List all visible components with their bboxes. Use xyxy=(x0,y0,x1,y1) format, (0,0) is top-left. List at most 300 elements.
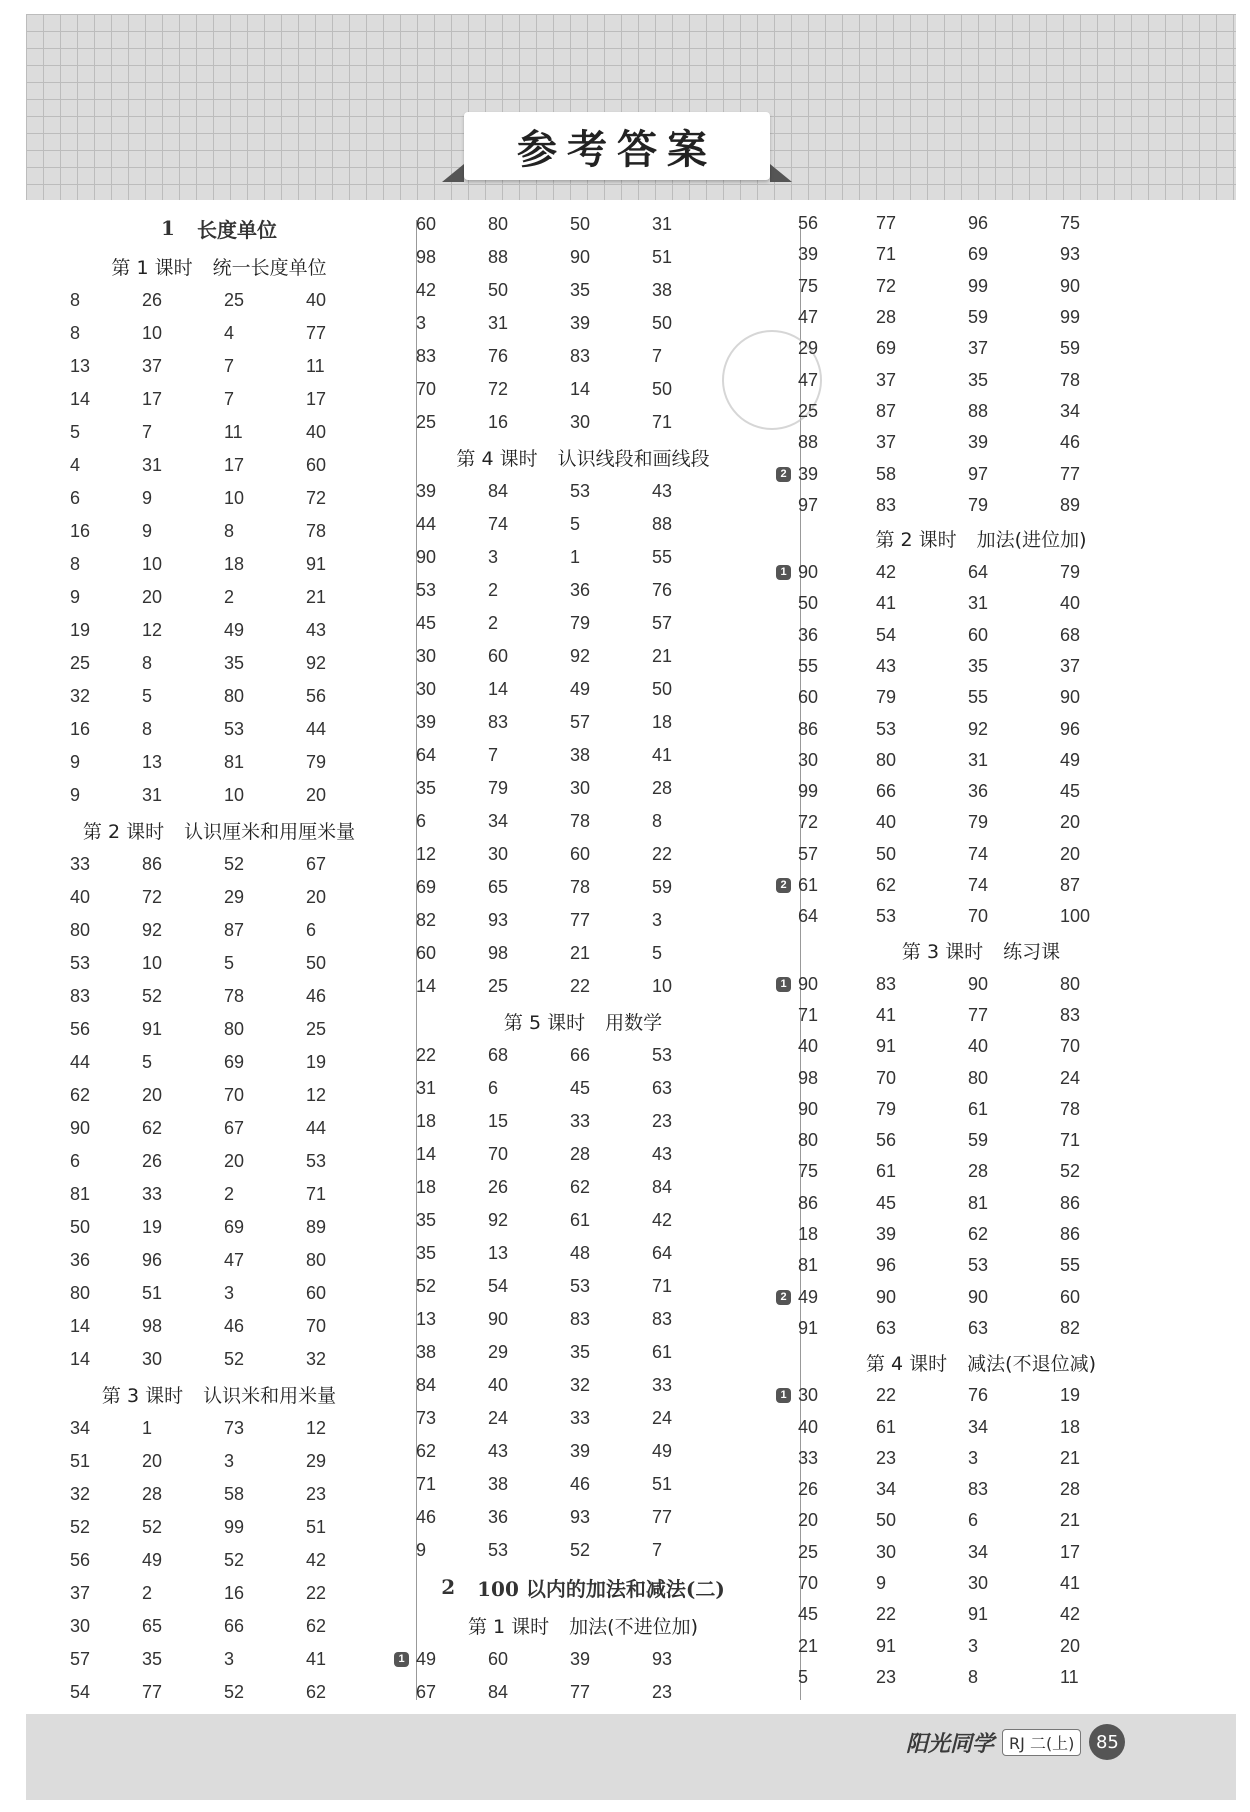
answer-value: 38 xyxy=(416,1342,437,1362)
answer-row xyxy=(394,871,772,904)
answer-value: 22 xyxy=(306,1583,327,1603)
answer-row xyxy=(48,1112,390,1145)
answer-value: 43 xyxy=(652,481,673,501)
answer-row xyxy=(48,1277,390,1310)
answer-value: 14 xyxy=(70,1316,91,1336)
answer-value: 78 xyxy=(570,877,591,897)
answer-value: 60 xyxy=(488,646,509,666)
answer-value: 79 xyxy=(570,613,591,633)
answer-value: 13 xyxy=(416,1309,437,1329)
answer-value: 90 xyxy=(798,1098,819,1119)
answer-value: 92 xyxy=(570,646,591,666)
answer-row xyxy=(48,515,390,548)
answer-value: 10 xyxy=(652,976,673,996)
answer-value: 56 xyxy=(70,1019,91,1039)
answer-value: 98 xyxy=(488,943,509,963)
answer-value: 29 xyxy=(798,338,819,359)
lesson-heading xyxy=(48,1376,390,1412)
answer-value: 23 xyxy=(652,1682,673,1702)
answer-row xyxy=(394,937,772,970)
answer-value: 5 xyxy=(652,943,663,963)
answer-value: 87 xyxy=(876,400,897,421)
answer-row xyxy=(776,1599,1186,1630)
answer-value: 70 xyxy=(224,1085,245,1105)
answer-value: 6 xyxy=(306,920,317,940)
answer-row xyxy=(394,208,772,241)
answer-value: 67 xyxy=(224,1118,245,1138)
answer-row xyxy=(776,427,1186,458)
answer-value: 51 xyxy=(652,247,673,267)
answer-value: 62 xyxy=(570,1177,591,1197)
answer-value: 44 xyxy=(306,1118,327,1138)
answer-value: 62 xyxy=(306,1616,327,1636)
answer-row xyxy=(48,548,390,581)
answer-value: 8 xyxy=(142,653,153,673)
answer-value: 13 xyxy=(142,752,163,772)
answer-row xyxy=(48,647,390,680)
answer-value: 53 xyxy=(876,906,897,927)
answer-value: 8 xyxy=(968,1666,979,1687)
answer-value: 53 xyxy=(306,1151,327,1171)
answer-value: 42 xyxy=(306,1550,327,1570)
answer-value: 30 xyxy=(570,412,591,432)
answer-value: 9 xyxy=(876,1573,887,1594)
answer-value: 77 xyxy=(652,1507,673,1527)
answer-row xyxy=(776,901,1186,932)
answer-value: 35 xyxy=(416,1243,437,1263)
answer-value: 7 xyxy=(142,422,153,442)
answer-value: 16 xyxy=(488,412,509,432)
question-marker xyxy=(776,1290,798,1305)
answer-row xyxy=(48,914,390,947)
answer-value: 54 xyxy=(876,624,897,645)
answer-value: 80 xyxy=(876,749,897,770)
answer-row xyxy=(394,340,772,373)
answer-value: 33 xyxy=(70,854,91,874)
answer-value: 55 xyxy=(1060,1255,1081,1276)
answer-value: 37 xyxy=(876,432,897,453)
answer-value: 82 xyxy=(1060,1317,1081,1338)
answer-value: 62 xyxy=(416,1441,437,1461)
answer-row xyxy=(776,776,1186,807)
answer-row xyxy=(776,1313,1186,1344)
answer-value: 97 xyxy=(968,463,989,484)
answer-value: 17 xyxy=(306,389,327,409)
answer-value: 22 xyxy=(876,1385,897,1406)
answer-value: 30 xyxy=(70,1616,91,1636)
answer-value: 66 xyxy=(570,1045,591,1065)
answer-row xyxy=(394,574,772,607)
answer-value: 72 xyxy=(798,812,819,833)
answer-value: 18 xyxy=(652,712,673,732)
unit-heading xyxy=(394,1567,772,1607)
answer-value: 52 xyxy=(70,1517,91,1537)
answer-value: 53 xyxy=(224,719,245,739)
answer-row xyxy=(394,1204,772,1237)
answer-value: 30 xyxy=(968,1573,989,1594)
answer-value: 71 xyxy=(652,412,673,432)
answer-value: 62 xyxy=(876,875,897,896)
answer-value: 3 xyxy=(488,547,499,567)
answer-value: 64 xyxy=(652,1243,673,1263)
answer-value: 96 xyxy=(1060,718,1081,739)
answer-value: 50 xyxy=(570,214,591,234)
answer-value: 77 xyxy=(570,910,591,930)
answer-value: 5 xyxy=(798,1666,809,1687)
answer-value: 57 xyxy=(570,712,591,732)
answer-value: 20 xyxy=(142,1085,163,1105)
answer-value: 63 xyxy=(652,1078,673,1098)
answer-value: 96 xyxy=(142,1250,163,1270)
answer-value: 26 xyxy=(142,1151,163,1171)
answer-value: 79 xyxy=(876,1098,897,1119)
answer-row xyxy=(48,581,390,614)
answer-value: 60 xyxy=(416,943,437,963)
answer-value: 23 xyxy=(652,1111,673,1131)
footer-brand xyxy=(906,1724,1125,1760)
answer-value: 24 xyxy=(1060,1067,1081,1088)
answer-value: 30 xyxy=(142,1349,163,1369)
answer-value: 48 xyxy=(570,1243,591,1263)
answer-value: 22 xyxy=(416,1045,437,1065)
answer-value: 7 xyxy=(224,356,235,376)
question-number-badge: 2 xyxy=(776,878,791,893)
answer-value: 9 xyxy=(70,785,81,805)
answer-value: 4 xyxy=(224,323,235,343)
answer-value: 79 xyxy=(488,778,509,798)
answer-value: 36 xyxy=(70,1250,91,1270)
answer-value: 60 xyxy=(968,624,989,645)
answer-value: 83 xyxy=(570,346,591,366)
answer-column-1 xyxy=(48,208,390,1709)
answer-value: 52 xyxy=(142,1517,163,1537)
answer-value: 52 xyxy=(224,1349,245,1369)
question-number-badge: 2 xyxy=(776,1290,791,1305)
answer-value: 79 xyxy=(968,812,989,833)
answer-value: 78 xyxy=(224,986,245,1006)
answer-value: 47 xyxy=(798,369,819,390)
answer-value: 12 xyxy=(416,844,437,864)
answer-value: 38 xyxy=(488,1474,509,1494)
answer-value: 34 xyxy=(876,1479,897,1500)
answer-value: 40 xyxy=(968,1036,989,1057)
answer-value: 61 xyxy=(876,1416,897,1437)
lesson-title: 加法(不进位加) xyxy=(569,1615,698,1638)
answer-value: 87 xyxy=(1060,875,1081,896)
answer-row xyxy=(776,807,1186,838)
answer-value: 3 xyxy=(968,1447,979,1468)
answer-row xyxy=(48,482,390,515)
answer-value: 84 xyxy=(488,481,509,501)
answer-value: 50 xyxy=(652,313,673,333)
answer-value: 91 xyxy=(306,554,327,574)
answer-row xyxy=(394,673,772,706)
answer-row xyxy=(394,1039,772,1072)
answer-value: 21 xyxy=(1060,1510,1081,1531)
answer-value: 77 xyxy=(306,323,327,343)
answer-value: 52 xyxy=(224,1682,245,1702)
answer-value: 77 xyxy=(570,1682,591,1702)
answer-value: 42 xyxy=(876,562,897,583)
answer-value: 92 xyxy=(488,1210,509,1230)
answer-value: 45 xyxy=(876,1192,897,1213)
answer-value: 41 xyxy=(652,745,673,765)
answer-row xyxy=(394,475,772,508)
answer-row xyxy=(776,969,1186,1000)
answer-value: 19 xyxy=(142,1217,163,1237)
answer-row xyxy=(48,713,390,746)
answer-row xyxy=(48,1046,390,1079)
answer-row xyxy=(776,713,1186,744)
answer-value: 5 xyxy=(142,1052,153,1072)
answer-value: 81 xyxy=(968,1192,989,1213)
lesson-heading xyxy=(776,933,1186,969)
answer-value: 49 xyxy=(798,1286,819,1307)
answer-row xyxy=(776,620,1186,651)
answer-row xyxy=(776,1062,1186,1093)
brand-logo: 阳光同学 xyxy=(906,1731,995,1757)
answer-value: 80 xyxy=(488,214,509,234)
answer-value: 14 xyxy=(416,1144,437,1164)
answer-value: 74 xyxy=(968,875,989,896)
answer-row xyxy=(776,1662,1186,1693)
answer-row xyxy=(394,373,772,406)
answer-row xyxy=(394,1501,772,1534)
answer-row xyxy=(48,1610,390,1643)
answer-value: 25 xyxy=(488,976,509,996)
answer-value: 38 xyxy=(570,745,591,765)
answer-value: 73 xyxy=(224,1418,245,1438)
answer-row xyxy=(48,1511,390,1544)
answer-value: 1 xyxy=(570,547,581,567)
answer-value: 78 xyxy=(570,811,591,831)
answer-row xyxy=(394,1303,772,1336)
answer-value: 79 xyxy=(876,687,897,708)
answer-value: 59 xyxy=(1060,338,1081,359)
answer-value: 96 xyxy=(968,213,989,234)
answer-value: 69 xyxy=(224,1052,245,1072)
page-number: 85 xyxy=(1089,1724,1125,1760)
answer-row xyxy=(48,1178,390,1211)
answer-row xyxy=(48,848,390,881)
answer-value: 83 xyxy=(876,973,897,994)
answer-value: 30 xyxy=(798,749,819,770)
answer-value: 80 xyxy=(70,920,91,940)
answer-value: 65 xyxy=(142,1616,163,1636)
answer-value: 19 xyxy=(70,620,91,640)
answer-value: 22 xyxy=(570,976,591,996)
answer-row xyxy=(776,271,1186,302)
answer-row xyxy=(776,745,1186,776)
answer-value: 12 xyxy=(306,1085,327,1105)
lesson-label: 第 3 课时 xyxy=(901,941,984,964)
answer-value: 54 xyxy=(488,1276,509,1296)
answer-value: 32 xyxy=(306,1349,327,1369)
answer-value: 10 xyxy=(142,953,163,973)
answer-value: 73 xyxy=(416,1408,437,1428)
answer-value: 90 xyxy=(70,1118,91,1138)
answer-value: 58 xyxy=(224,1484,245,1504)
answer-value: 2 xyxy=(224,587,235,607)
answer-value: 8 xyxy=(224,521,235,541)
answer-value: 43 xyxy=(488,1441,509,1461)
answer-value: 43 xyxy=(876,656,897,676)
answer-value: 40 xyxy=(70,887,91,907)
answer-row xyxy=(48,416,390,449)
question-number-badge: 1 xyxy=(776,565,791,580)
answer-value: 62 xyxy=(968,1224,989,1245)
answer-value: 92 xyxy=(142,920,163,940)
unit-title: 100 以内的加法和减法(二) xyxy=(477,1576,725,1601)
answer-value: 60 xyxy=(416,214,437,234)
answer-row xyxy=(48,779,390,812)
answer-value: 20 xyxy=(1060,843,1081,864)
answer-value: 2 xyxy=(488,580,499,600)
answer-value: 40 xyxy=(1060,593,1081,614)
lesson-label: 第 2 课时 xyxy=(82,820,165,843)
answer-value: 6 xyxy=(968,1510,979,1531)
answer-value: 7 xyxy=(652,1540,663,1560)
answer-value: 3 xyxy=(968,1635,979,1656)
answer-value: 56 xyxy=(306,686,327,706)
answer-value: 90 xyxy=(488,1309,509,1329)
answer-value: 61 xyxy=(798,875,819,896)
answer-value: 62 xyxy=(306,1682,327,1702)
answer-value: 66 xyxy=(224,1616,245,1636)
answer-value: 31 xyxy=(488,313,509,333)
answer-value: 39 xyxy=(798,244,819,265)
answer-value: 53 xyxy=(876,718,897,739)
answer-row xyxy=(48,1013,390,1046)
answer-value: 80 xyxy=(968,1067,989,1088)
answer-value: 90 xyxy=(416,547,437,567)
answer-value: 91 xyxy=(968,1604,989,1625)
answer-row xyxy=(394,1270,772,1303)
answer-value: 59 xyxy=(968,307,989,328)
answer-value: 91 xyxy=(876,1635,897,1656)
answer-value: 18 xyxy=(416,1177,437,1197)
answer-value: 8 xyxy=(652,811,663,831)
answer-value: 50 xyxy=(306,953,327,973)
answer-value: 90 xyxy=(876,1286,897,1307)
answer-value: 30 xyxy=(416,679,437,699)
answer-value: 78 xyxy=(1060,1098,1081,1119)
answer-value: 53 xyxy=(488,1540,509,1560)
answer-row xyxy=(394,838,772,871)
answer-value: 42 xyxy=(652,1210,673,1230)
answer-value: 71 xyxy=(876,244,897,265)
answer-value: 21 xyxy=(306,587,327,607)
lesson-label: 第 2 课时 xyxy=(875,529,957,552)
answer-value: 83 xyxy=(70,986,91,1006)
answer-value: 20 xyxy=(1060,812,1081,833)
answer-row xyxy=(776,1125,1186,1156)
answer-value: 14 xyxy=(70,389,91,409)
answer-row xyxy=(776,1188,1186,1219)
answer-value: 60 xyxy=(798,687,819,708)
answer-row xyxy=(776,1380,1186,1411)
answer-value: 34 xyxy=(70,1418,91,1438)
answer-row xyxy=(394,607,772,640)
answer-value: 25 xyxy=(798,1541,819,1562)
lesson-title: 认识米和用米量 xyxy=(203,1384,337,1407)
answer-value: 29 xyxy=(488,1342,509,1362)
lesson-heading xyxy=(48,248,390,284)
answer-value: 28 xyxy=(876,307,897,328)
answer-row xyxy=(776,1411,1186,1442)
answer-value: 74 xyxy=(968,843,989,864)
answer-value: 3 xyxy=(224,1283,235,1303)
answer-value: 25 xyxy=(306,1019,327,1039)
answer-value: 49 xyxy=(1060,749,1081,770)
answer-value: 57 xyxy=(652,613,673,633)
answer-value: 80 xyxy=(798,1130,819,1151)
answer-value: 30 xyxy=(416,646,437,666)
answer-value: 79 xyxy=(306,752,327,772)
answer-value: 11 xyxy=(306,356,325,376)
answer-value: 43 xyxy=(306,620,327,640)
answer-value: 55 xyxy=(798,656,819,676)
answer-value: 6 xyxy=(488,1078,499,1098)
answer-row xyxy=(394,1534,772,1567)
answer-row xyxy=(394,1643,772,1676)
answer-value: 70 xyxy=(968,906,989,927)
answer-value: 93 xyxy=(1060,244,1081,265)
answer-value: 39 xyxy=(416,712,437,732)
answer-value: 17 xyxy=(142,389,163,409)
answer-value: 75 xyxy=(1060,213,1081,234)
answer-value: 91 xyxy=(142,1019,163,1039)
lesson-title: 认识厘米和用厘米量 xyxy=(184,820,356,843)
answer-value: 91 xyxy=(798,1317,819,1338)
answer-value: 7 xyxy=(224,389,235,409)
answer-row xyxy=(776,1094,1186,1125)
answer-value: 49 xyxy=(652,1441,673,1461)
answer-row xyxy=(48,1478,390,1511)
answer-value: 9 xyxy=(416,1540,427,1560)
answer-value: 68 xyxy=(1060,624,1081,645)
answer-value: 65 xyxy=(488,877,509,897)
answer-value: 75 xyxy=(798,1161,819,1182)
answer-row xyxy=(48,1079,390,1112)
answer-value: 45 xyxy=(1060,781,1081,802)
answer-value: 72 xyxy=(142,887,163,907)
answer-row xyxy=(394,1336,772,1369)
answer-value: 72 xyxy=(876,275,897,296)
answer-value: 3 xyxy=(224,1649,235,1669)
answer-value: 33 xyxy=(798,1447,819,1468)
answer-value: 67 xyxy=(416,1682,437,1702)
answer-value: 76 xyxy=(968,1385,989,1406)
answer-value: 90 xyxy=(968,973,989,994)
answer-value: 18 xyxy=(798,1224,819,1245)
answer-value: 21 xyxy=(652,646,673,666)
answer-value: 60 xyxy=(570,844,591,864)
answer-value: 18 xyxy=(416,1111,437,1131)
answer-value: 18 xyxy=(224,554,245,574)
answer-value: 50 xyxy=(876,843,897,864)
answer-value: 18 xyxy=(1060,1416,1081,1437)
answer-row xyxy=(776,682,1186,713)
answer-value: 12 xyxy=(306,1418,327,1438)
answer-value: 10 xyxy=(142,554,163,574)
lesson-heading xyxy=(394,1003,772,1039)
answer-value: 52 xyxy=(570,1540,591,1560)
answer-row xyxy=(776,1505,1186,1536)
question-marker xyxy=(776,878,798,893)
answer-value: 60 xyxy=(488,1649,509,1669)
answer-value: 68 xyxy=(488,1045,509,1065)
